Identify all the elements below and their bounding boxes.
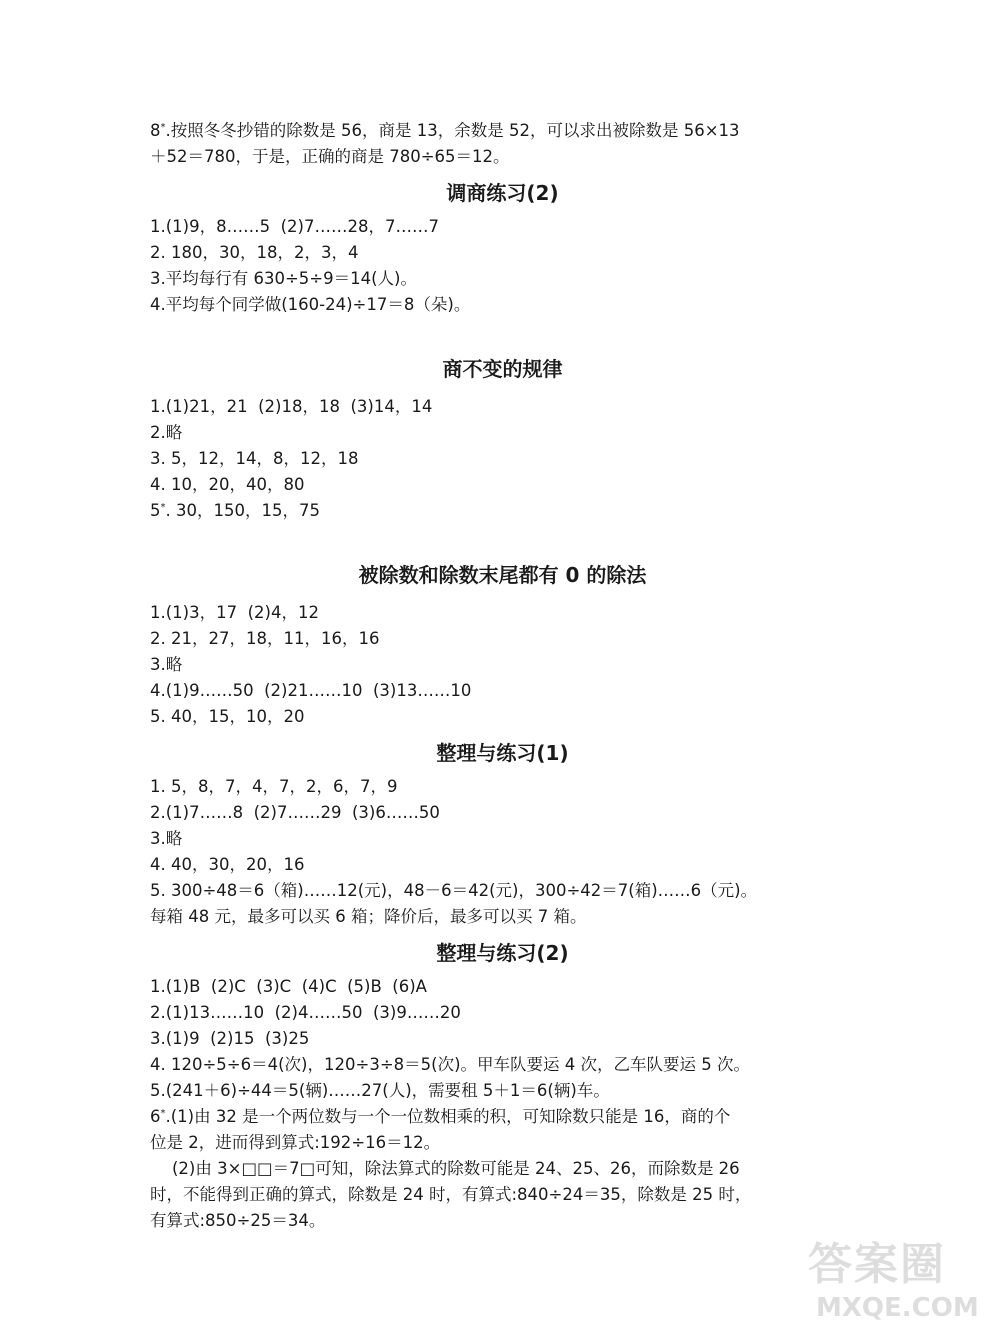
answer-line: 2.(1)13……10 (2)4……50 (3)9……20 [150, 1003, 461, 1022]
answer-line: 3.(1)9 (2)15 (3)25 [150, 1029, 310, 1048]
answer-line: 1.(1)B (2)C (3)C (4)C (5)B (6)A [150, 977, 427, 996]
answer-line: 位是 2，进而得到算式:192÷16＝12。 [150, 1133, 441, 1152]
section-title-zhengli-1: 整理与练习(1) [436, 741, 569, 765]
answer-line: 时，不能得到正确的算式，除数是 24 时，有算式:840÷24＝35，除数是 25 时， [150, 1185, 752, 1204]
answer-page [150, 118, 855, 1234]
answer-line: 4. 10，20，40，80 [150, 475, 305, 494]
answer-line: 1.(1)3，17 (2)4，12 [150, 603, 319, 622]
answer-line: 2. 180，30，18，2，3，4 [150, 243, 359, 262]
answer-8-cont: ＋52＝780，于是，正确的商是 780÷65＝12。 [150, 147, 510, 166]
answer-line: 4. 40，30，20，16 [150, 855, 305, 874]
answer-8 [150, 118, 855, 144]
answer-line: 每箱 48 元，最多可以买 6 箱；降价后，最多可以买 7 箱。 [150, 907, 587, 926]
watermark-url: MXQE.COM [816, 1293, 979, 1323]
section-title-mowei-ling: 被除数和除数末尾都有 0 的除法 [358, 563, 647, 587]
answer-number: 6 [150, 1107, 161, 1126]
star-mark: * [160, 1108, 166, 1119]
section-title-tiaoshang: 调商练习(2) [446, 181, 559, 205]
answer-line: 1.(1)9，8……5 (2)7……28，7……7 [150, 217, 439, 236]
answer-line: 1.(1)21，21 (2)18，18 (3)14，14 [150, 397, 433, 416]
answer-line: 5.(241＋6)÷44＝5(辆)……27(人)，需要租 5＋1＝6(辆)车。 [150, 1081, 610, 1100]
answer-line: 5. 300÷48＝6（箱)……12(元)，48－6＝42(元)，300÷42＝7(箱)……6（元)。 [150, 881, 758, 900]
answer-line: (2)由 3×□□＝7□可知，除法算式的除数可能是 24、25、26，而除数是 26 [172, 1159, 740, 1178]
answer-line: 1. 5，8，7，4，7，2，6，7，9 [150, 777, 398, 796]
answer-5-star [150, 498, 855, 524]
answer-line: 3.略 [150, 655, 183, 674]
answer-line: 3.平均每行有 630÷5÷9＝14(人)。 [150, 269, 417, 288]
answer-line: 2.略 [150, 423, 183, 442]
answer-line: 2. 21，27，18，11，16，16 [150, 629, 380, 648]
answer-line: 4.平均每个同学做(160-24)÷17＝8（朵)。 [150, 295, 471, 314]
section-title-shangbubian: 商不变的规律 [442, 357, 563, 381]
section-title-zhengli-2: 整理与练习(2) [436, 941, 569, 965]
answer-text: .(1)由 32 是一个两位数与一个一位数相乘的积，可知除数只能是 16，商的个 [165, 1107, 731, 1126]
answer-line: 2.(1)7……8 (2)7……29 (3)6……50 [150, 803, 440, 822]
watermark-text: 答案圈 [808, 1239, 946, 1290]
answer-number: 5 [150, 501, 161, 520]
star-mark: * [160, 502, 166, 513]
star-mark: * [160, 122, 166, 133]
answer-line: 4.(1)9……50 (2)21……10 (3)13……10 [150, 681, 472, 700]
answer-6-star [150, 1104, 855, 1130]
answer-text: . 30，150，15，75 [165, 501, 320, 520]
answer-line: 有算式:850÷25＝34。 [150, 1211, 326, 1230]
answer-text: .按照冬冬抄错的除数是 56，商是 13，余数是 52，可以求出被除数是 56×13 [165, 121, 740, 140]
answer-line: 4. 120÷5÷6＝4(次)，120÷3÷8＝5(次)。甲车队要运 4 次，乙车队要运 5 次。 [150, 1055, 750, 1074]
answer-line: 5. 40，15，10，20 [150, 707, 305, 726]
watermark-logo [808, 1228, 978, 1323]
answer-number: 8 [150, 121, 161, 140]
answer-line: 3. 5，12，14，8，12，18 [150, 449, 359, 468]
answer-line: 3.略 [150, 829, 183, 848]
